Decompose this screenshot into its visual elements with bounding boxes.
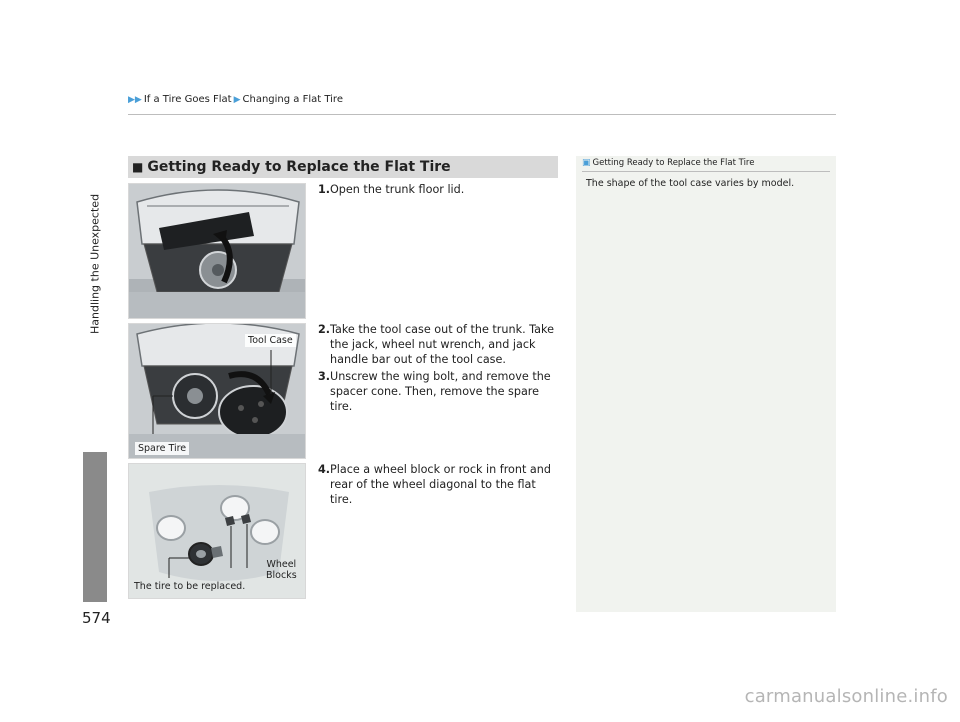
figure-tool-case-spare-tire xyxy=(128,323,306,459)
tire-to-replace-label: The tire to be replaced. xyxy=(134,581,246,592)
arrow-right-icon: ▶▶ xyxy=(128,94,142,105)
step-text: Take the tool case out of the trunk. Take the jack, wheel nut wrench, and jack handle bar out of the tool case. xyxy=(330,323,554,366)
note-title xyxy=(582,158,830,172)
note-title-text: Getting Ready to Replace the Flat Tire xyxy=(592,158,755,168)
figure-trunk-floor-lid xyxy=(128,183,306,319)
section-title: Getting Ready to Replace the Flat Tire xyxy=(147,159,451,175)
trunk-floor-lid-illustration xyxy=(129,184,306,319)
wheel-blocks-label xyxy=(263,558,300,582)
arrow-right-icon: ▶ xyxy=(233,94,241,105)
square-bullet-icon: ■ xyxy=(132,160,144,174)
step-number: 4. xyxy=(318,463,331,476)
step-text: Open the trunk floor lid. xyxy=(330,183,465,196)
watermark: carmanualsonline.info xyxy=(744,686,948,707)
figure-wheel-blocks xyxy=(128,463,306,599)
wheel-blocks-label-line2: Blocks xyxy=(266,570,297,581)
step-4 xyxy=(318,462,558,509)
step-number: 3. xyxy=(318,370,331,383)
wheel-blocks-label-line1: Wheel xyxy=(266,559,297,570)
spare-tire-label: Spare Tire xyxy=(135,442,189,455)
steps-2-3 xyxy=(318,322,558,416)
section-header xyxy=(128,156,558,178)
tool-case-label: Tool Case xyxy=(245,334,296,347)
step-number: 2. xyxy=(318,323,331,336)
note-text: The shape of the tool case varies by model. xyxy=(586,178,795,189)
breadcrumb-subsection[interactable]: Changing a Flat Tire xyxy=(242,94,343,105)
page-number: 574 xyxy=(82,609,111,627)
breadcrumb xyxy=(128,94,343,105)
chapter-tab-label[interactable]: Handling the Unexpected xyxy=(88,193,102,335)
step-number: 1. xyxy=(318,183,331,196)
note-box xyxy=(576,156,836,612)
breadcrumb-section[interactable]: If a Tire Goes Flat xyxy=(143,94,232,105)
chapter-tab[interactable] xyxy=(83,452,107,602)
step-1 xyxy=(318,182,558,199)
step-text: Place a wheel block or rock in front and rear of the wheel diagonal to the flat tire. xyxy=(330,463,551,506)
note-icon: ▣ xyxy=(582,158,591,168)
header-divider xyxy=(128,114,836,115)
step-text: Unscrew the wing bolt, and remove the spacer cone. Then, remove the spare tire. xyxy=(330,370,551,413)
